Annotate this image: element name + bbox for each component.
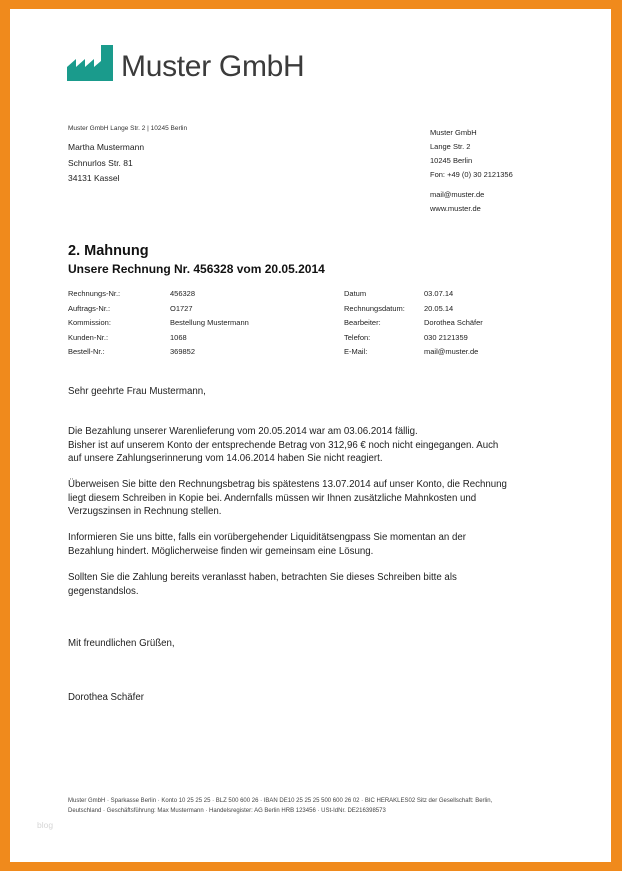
salutation: Sehr geehrte Frau Mustermann,	[68, 386, 206, 397]
body-paragraph-4	[68, 571, 457, 598]
recipient-street: Schnurlos Str. 81	[68, 157, 133, 168]
info-label: E-Mail:	[344, 347, 368, 356]
company-street: Lange Str. 2	[430, 142, 471, 151]
body-line: Bezahlung hindert. Möglicherweise finden wir gemeinsam eine Lösung.	[68, 545, 374, 557]
company-city: 10245 Berlin	[430, 156, 473, 165]
info-label: Auftrags-Nr.:	[68, 303, 111, 313]
info-value: Bestellung Mustermann	[170, 318, 249, 327]
body-line: Verzugszinsen in Rechnung stellen.	[68, 506, 222, 517]
recipient-address	[68, 140, 144, 187]
company-email[interactable]: mail@muster.de	[430, 190, 485, 199]
signature-name: Dorothea Schäfer	[68, 692, 144, 703]
info-label: Datum	[344, 289, 367, 298]
body-line: Sollten Sie die Zahlung bereits veranlasst haben, betrachten Sie dieses Schreiben bitte als	[68, 572, 457, 583]
info-value: 20.05.14	[424, 303, 454, 313]
body-line: Die Bezahlung unserer Warenlieferung vom 20.05.2014 war am 03.06.2014 fällig.	[68, 426, 418, 437]
info-value: O1727	[170, 303, 193, 313]
body-paragraph-3	[68, 531, 466, 558]
info-label: Kommission:	[68, 318, 111, 327]
body-paragraph-2	[68, 478, 507, 519]
body-line: Informieren Sie uns bitte, falls ein vorübergehender Liquiditätsengpass Sie momentan an der	[68, 532, 466, 543]
info-label: Rechnungsdatum:	[344, 303, 405, 313]
sender-return-address: Muster GmbH Lange Str. 2 | 10245 Berlin	[68, 125, 188, 132]
info-row	[68, 289, 483, 304]
info-label: Bearbeiter:	[344, 318, 381, 327]
body-line: gegenstandslos.	[68, 585, 139, 597]
invoice-info-table	[68, 289, 483, 362]
company-name: Muster GmbH	[430, 128, 477, 137]
info-row	[68, 318, 483, 333]
document-title: 2. Mahnung	[68, 243, 149, 259]
info-value: 456328	[170, 289, 196, 298]
info-row	[68, 333, 483, 348]
info-row	[68, 304, 483, 319]
info-value: 03.07.14	[424, 289, 454, 298]
info-label: Rechnungs-Nr.:	[68, 289, 121, 298]
info-value: 1068	[170, 332, 187, 342]
info-label: Kunden-Nr.:	[68, 332, 109, 342]
footer-line: Muster GmbH · Sparkasse Berlin · Konto 10 25 25 25 · BLZ 500 600 26 · IBAN DE10 25 25 25 500 600 26 02 · BIC HERAKLES02 Sitz der Gesellschaft: Berlin,	[68, 798, 493, 804]
factory-icon	[67, 45, 113, 81]
closing: Mit freundlichen Grüßen,	[68, 638, 175, 649]
letter-page	[10, 9, 611, 862]
body-line: auf unsere Zahlungserinnerung vom 14.06.2014 haben Sie nicht reagiert.	[68, 453, 383, 464]
company-logo-text: Muster GmbH	[121, 50, 305, 83]
info-value[interactable]: mail@muster.de	[424, 347, 479, 356]
footer-line: Deutschland · Geschäftsführung: Max Mustermann · Handelsregister: AG Berlin HRB 123456 · USt-IdNr. DE216398573	[68, 808, 386, 814]
body-paragraph-1	[68, 425, 498, 466]
document-subtitle: Unsere Rechnung Nr. 456328 vom 20.05.2014	[68, 262, 325, 276]
body-line: liegt diesem Schreiben in Kopie bei. Andernfalls müssen wir Ihnen zusätzliche Mahnkosten und	[68, 492, 477, 504]
info-row	[68, 347, 483, 362]
info-value: 030 2121359	[424, 332, 468, 342]
footer	[68, 796, 492, 816]
info-label: Telefon:	[344, 332, 371, 342]
company-website[interactable]: www.muster.de	[430, 204, 481, 213]
watermark: blog	[37, 820, 54, 830]
body-line: Bisher ist auf unserem Konto der entsprechende Betrag von 312,96 € noch nicht eingegangen. Auch	[68, 439, 499, 451]
company-contact-block	[430, 126, 513, 216]
info-value: 369852	[170, 347, 196, 356]
info-label: Bestell-Nr.:	[68, 347, 105, 356]
body-line: Überweisen Sie bitte den Rechnungsbetrag bis spätestens 13.07.2014 auf unser Konto, die Rechnung	[68, 479, 507, 490]
info-value: Dorothea Schäfer	[424, 318, 483, 327]
recipient-name: Martha Mustermann	[68, 142, 145, 152]
recipient-city: 34131 Kassel	[68, 173, 120, 183]
company-phone: Fon: +49 (0) 30 2121356	[430, 170, 513, 179]
